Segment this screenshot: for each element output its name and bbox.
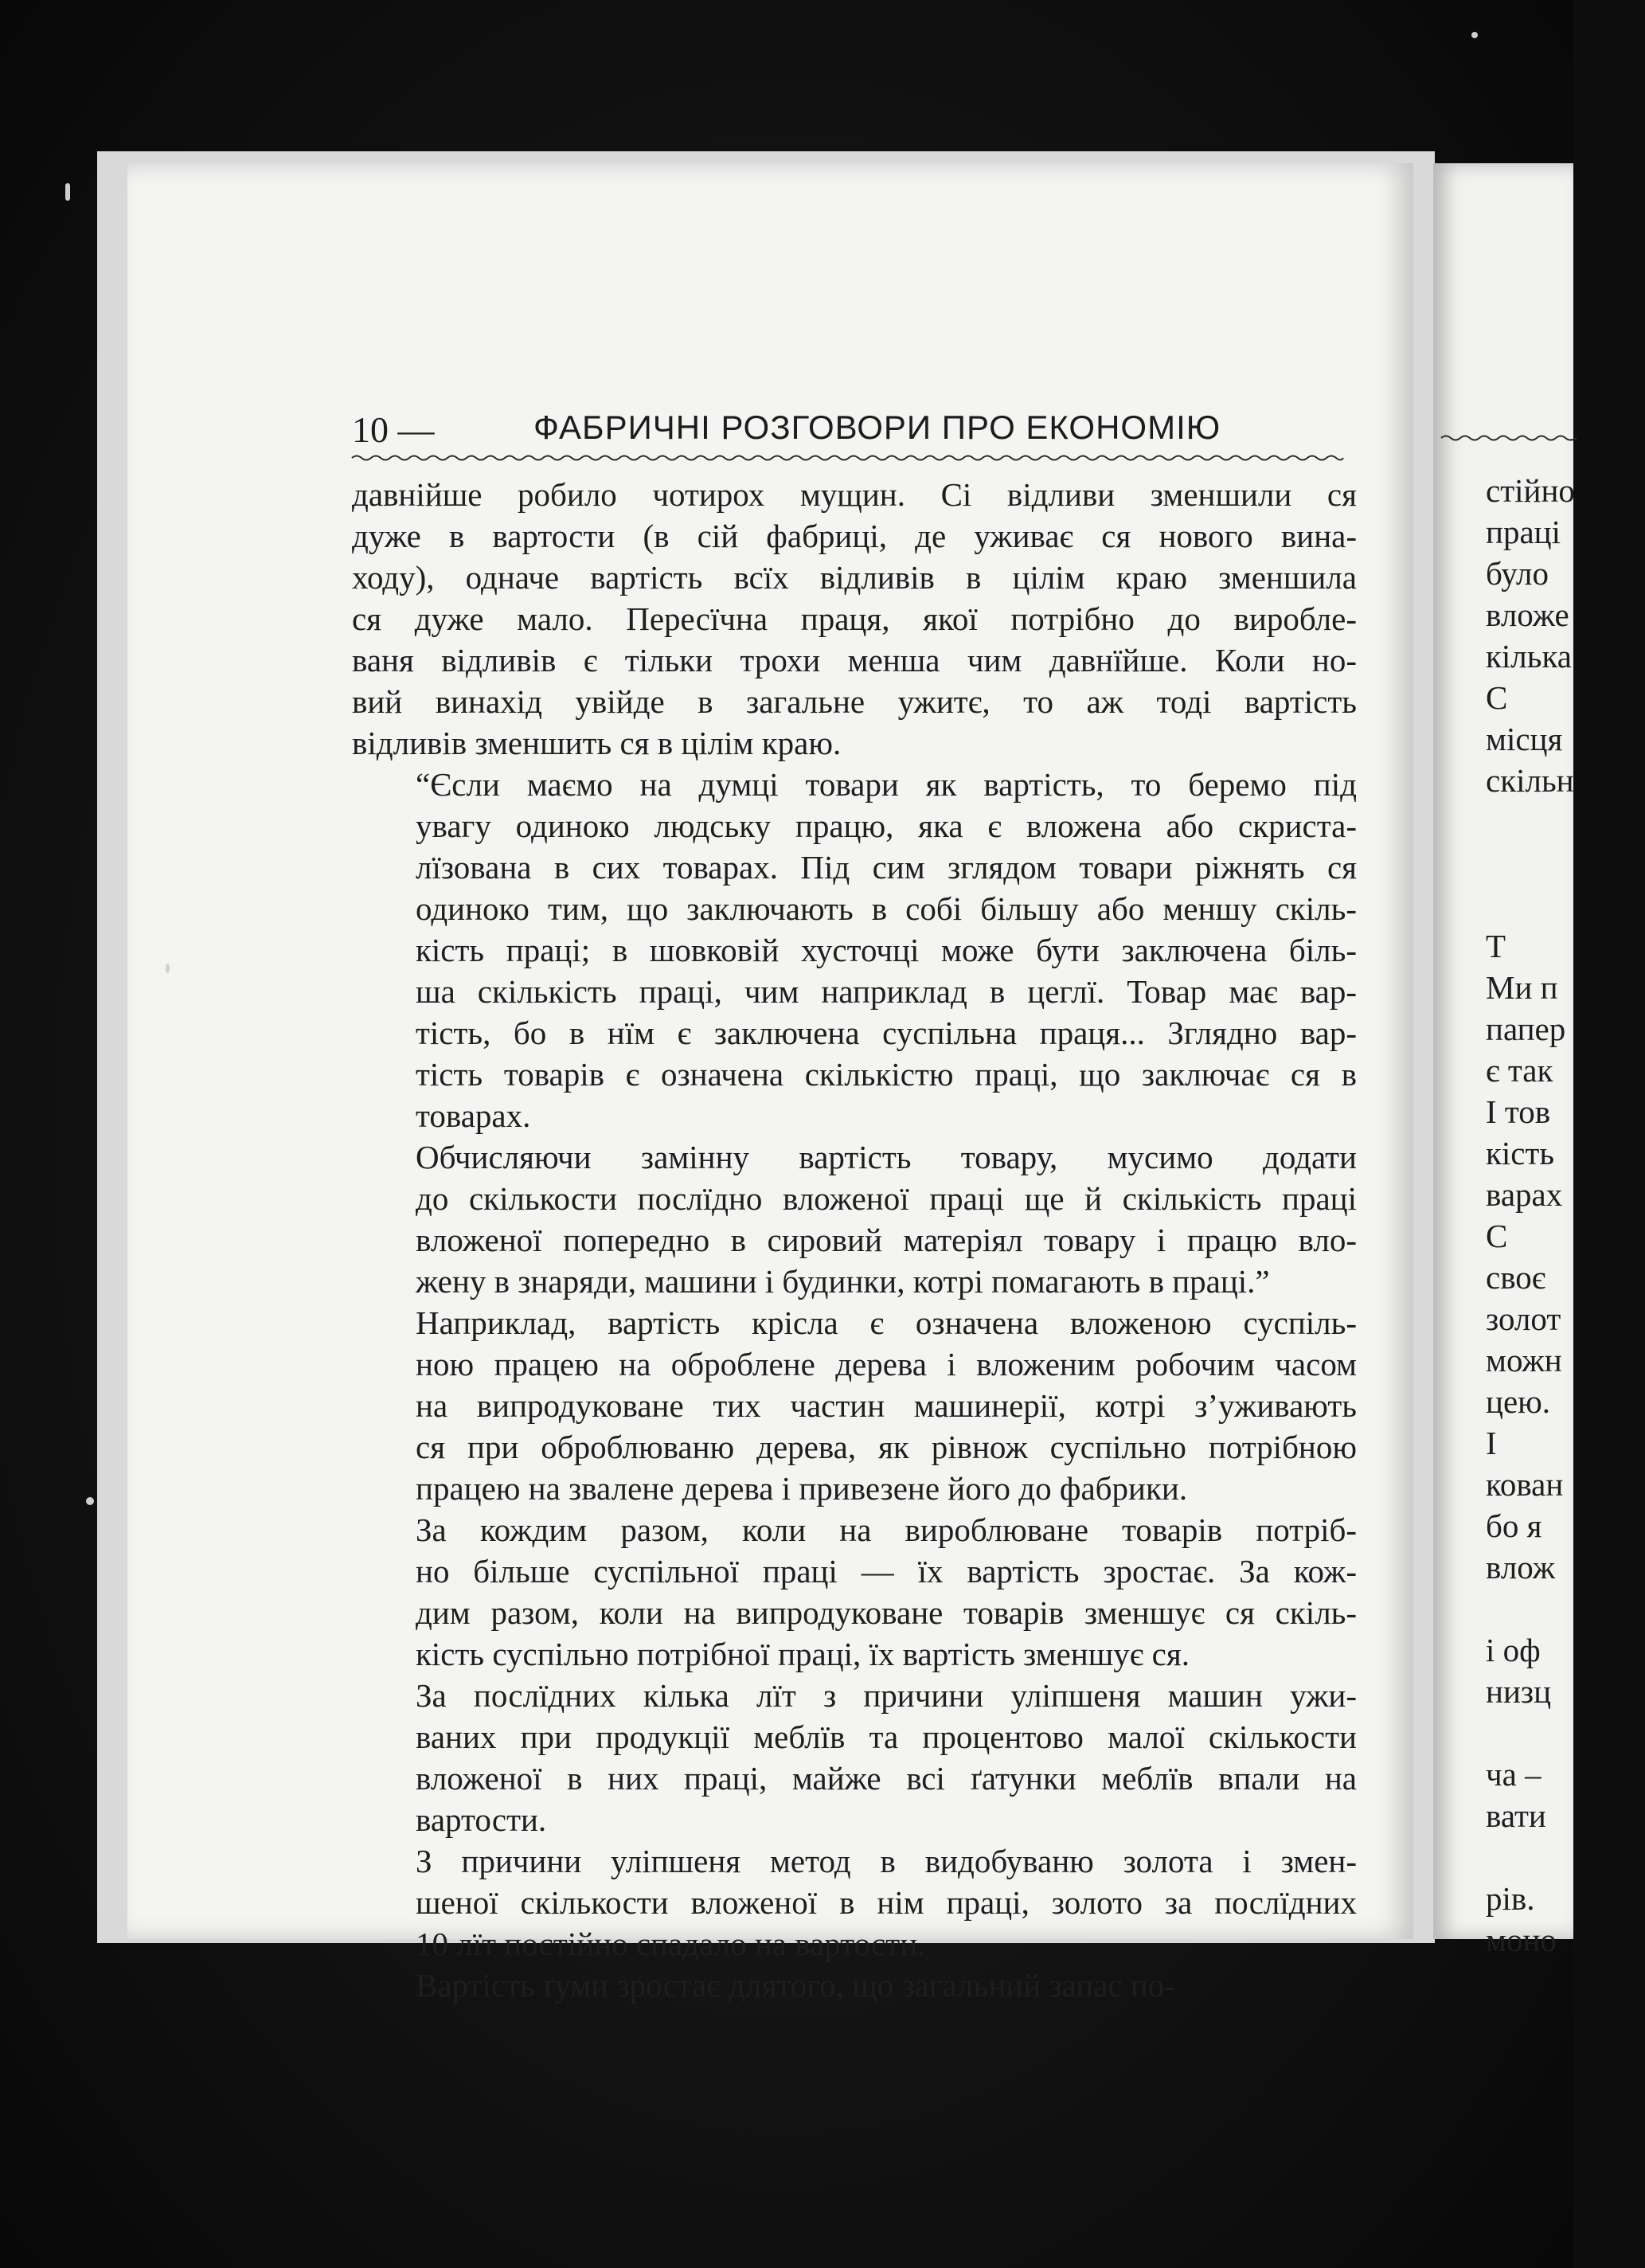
fragment-line: кість: [1486, 1135, 1555, 1171]
fragment-line: [1486, 1712, 1645, 1754]
fragment-line: скільн: [1486, 762, 1574, 799]
text-line: до скількости послїдно вложеної праці ще й скількість праці: [416, 1180, 1357, 1217]
text-line: ваних при продукції меблїв та процентово малої скількости: [416, 1719, 1357, 1755]
paragraph: [352, 1509, 1357, 1675]
body-text: [352, 474, 1357, 2006]
right-page: [1433, 163, 1575, 1958]
fragment-line: Ми п: [1486, 969, 1558, 1006]
fragment-line: Т: [1486, 928, 1506, 964]
text-line: ша скількість праці, чим наприклад в цеглї. Товар має вар-: [416, 973, 1357, 1010]
fragment-line: С: [1486, 679, 1508, 716]
text-line: працею на звалене дерева і привезене його до фабрики.: [416, 1470, 1188, 1507]
paragraph: [352, 474, 1357, 764]
text-line: Наприклад, вартість крісла є означена вложеною суспіль-: [416, 1304, 1357, 1341]
text-line: тість товарів є означена скількістю праці, що заключає ся в: [416, 1056, 1357, 1093]
text-line: увагу одиноко людську працю, яка є вложена або скриста-: [416, 807, 1357, 844]
fragment-line: кілька: [1486, 638, 1572, 675]
paragraph: [352, 764, 1357, 1136]
paragraph: [352, 1302, 1357, 1509]
paragraph: [352, 1136, 1357, 1302]
fragment-line: кован: [1486, 1466, 1564, 1503]
text-line: ною працею на оброблене дерева і вложеним робочим часом: [416, 1346, 1357, 1382]
fragment-line: папер: [1486, 1011, 1566, 1047]
text-line: жену в знаряди, машини і будинки, котрі помагають в праці.”: [416, 1263, 1270, 1300]
text-line: дим разом, коли на випродуковане товарів зменшує ся скіль-: [416, 1594, 1357, 1631]
scan-speck: [166, 964, 170, 973]
fragment-line: варах: [1486, 1176, 1563, 1213]
header-wavy-rule: [352, 454, 1343, 462]
fragment-line: моно: [1486, 1922, 1557, 1958]
page-header: [352, 402, 1343, 458]
text-line: ся дуже мало. Пересїчна праця, якої потрібно до виробле-: [352, 600, 1357, 637]
fragment-line: вложе: [1486, 596, 1569, 633]
text-line: давнійше робило чотирох мущин. Сі відливи зменшили ся: [352, 476, 1357, 513]
text-line: З причини уліпшеня метод в видобуваню золота і змен-: [416, 1843, 1357, 1879]
text-line: “Єсли маємо на думці товари як вартість, то беремо під: [416, 766, 1357, 803]
text-line: дуже в вартости (в сій фабриці, де уживає ся нового вина-: [352, 518, 1357, 554]
fragment-line: влож: [1486, 1549, 1556, 1586]
text-line: ходу), одначе вартість всїх відливів в цілім краю зменшила: [352, 559, 1357, 596]
running-title: ФАБРИЧНІ РОЗГОВОРИ ПРО ЕКОНОМІЮ: [533, 409, 1221, 446]
fragment-line: рів.: [1486, 1880, 1535, 1917]
text-line: ся при оброблюваню дерева, як рівнож суспільно потрібною: [416, 1429, 1357, 1465]
text-line: вложеної в них праці, майже всі ґатунки меблїв впали на: [416, 1760, 1357, 1797]
text-line: лїзована в сих товарах. Під сим зглядом товари ріжнять ся: [416, 849, 1357, 886]
scan-speck: [86, 1497, 94, 1505]
fragment-line: С: [1486, 1218, 1508, 1254]
text-line: но більше суспільної праці — їх вартість зростає. За кож-: [416, 1553, 1357, 1590]
right-header-wavy-rule: [1441, 434, 1577, 442]
paragraph: [352, 1840, 1357, 1965]
text-line: тість, бо в нїм є заключена суспільна праця... Зглядно вар-: [416, 1015, 1357, 1051]
fragment-line: своє: [1486, 1259, 1546, 1296]
text-line: вложеної попередно в сировий матеріял товару і працю вло-: [416, 1222, 1357, 1258]
fragment-line: бо я: [1486, 1507, 1542, 1544]
fragment-line: [1486, 884, 1645, 925]
text-line: Обчисляючи замінну вартість товару, мусимо додати: [416, 1139, 1357, 1175]
text-line: 10 лїт постійно спадало на вартости.: [416, 1926, 926, 1962]
paragraph: [352, 1965, 1357, 2006]
text-line: ваня відливів є тільки трохи менша чим давнїйше. Коли но-: [352, 642, 1357, 678]
paragraph: [352, 1675, 1357, 1840]
fragment-line: можн: [1486, 1342, 1562, 1378]
fragment-line: ча –: [1486, 1756, 1541, 1793]
text-line: вий винахід увійде в загальне ужитє, то аж тоді вартість: [352, 683, 1357, 720]
fragment-line: вати: [1486, 1797, 1546, 1834]
text-line: За послїдних кілька лїт з причини уліпшеня машин ужи-: [416, 1677, 1357, 1714]
fragment-line: золот: [1486, 1300, 1561, 1337]
fragment-line: місця: [1486, 721, 1563, 757]
fragment-line: І: [1486, 1425, 1497, 1461]
text-line: шеної скількости вложеної в нім праці, золото за послїдних: [416, 1884, 1357, 1921]
text-line: Вартість ґуми зростає длятого, що загальний запас по-: [416, 1967, 1175, 2004]
text-line: кість праці; в шовковій хусточці може бути заключена біль-: [416, 932, 1357, 968]
page-number: 10 —: [352, 409, 435, 450]
text-line: на випродуковане тих частин машинерії, котрі з’уживають: [416, 1387, 1357, 1424]
fragment-line: І тов: [1486, 1093, 1551, 1130]
fragment-line: і оф: [1486, 1632, 1541, 1668]
fragment-line: [1486, 1588, 1645, 1629]
fragment-line: стійно: [1486, 472, 1575, 509]
scan-speck: [65, 183, 70, 201]
text-line: вартости.: [416, 1801, 547, 1838]
fragment-line: є так: [1486, 1052, 1553, 1089]
fragment-line: праці: [1486, 514, 1561, 550]
text-line: одиноко тим, що заключають в собі більшу або меншу скіль-: [416, 890, 1357, 927]
fragment-line: було: [1486, 555, 1549, 592]
fragment-line: цею.: [1486, 1383, 1551, 1420]
scan-speck: [1471, 32, 1478, 38]
fragment-line: [1486, 801, 1645, 843]
text-line: кість суспільно потрібної праці, їх вартість зменшує ся.: [416, 1636, 1190, 1672]
fragment-line: [1486, 843, 1645, 884]
fragment-line: низц: [1486, 1673, 1552, 1710]
text-line: відливів зменшить ся в цілім краю.: [352, 725, 842, 761]
text-line: За кождим разом, коли на вироблюване товарів потріб-: [416, 1511, 1357, 1548]
fragment-line: [1486, 1836, 1645, 1878]
text-line: товарах.: [416, 1097, 531, 1134]
right-page-text: [1486, 470, 1645, 1961]
